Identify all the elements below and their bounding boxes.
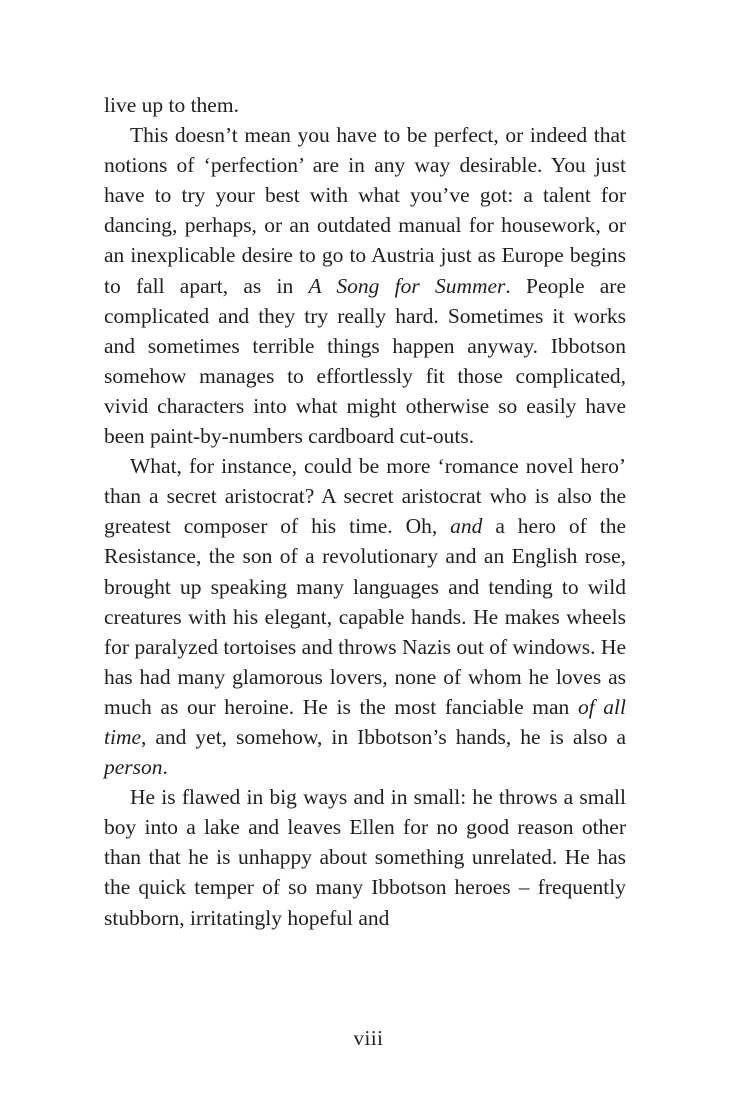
italic-emphasis: and: [450, 514, 483, 539]
text-segment: What, for instance, could be more ‘romance novel hero’ than a secret aristocrat? A secret aristocrat who is also the greatest composer of his time. Oh,: [104, 454, 626, 539]
text-segment: .: [162, 755, 168, 780]
body-text: [104, 90, 626, 933]
paragraph-flawed: [104, 782, 626, 932]
paragraph-perfection: [104, 120, 626, 451]
paragraph-continuation: [104, 90, 626, 120]
text-segment: , and yet, somehow, in Ibbotson’s hands, he is also a: [141, 724, 626, 749]
text-segment: This doesn’t mean you have to be perfect, or indeed that notions of ‘perfection’ are in any way desirable. You just have to try your best with what you’ve got: a talent for dancing, perhaps, or an outdated manual for housework, or an inexplicable desire to go to Austria just as Europe begins to fall apart, as in: [104, 123, 626, 298]
italic-emphasis: of all time: [104, 694, 627, 749]
paragraph-romance-hero: [104, 451, 626, 782]
book-title-italic: A Song for Summer: [308, 273, 506, 298]
text-segment: . People are complicated and they try really hard. Sometimes it works and sometimes terrible things happen anyway. Ibbotson somehow manages to effortlessly fit those complicated, vivid characters into what might otherwise so easily have been paint-by-numbers cardboard cut-outs.: [104, 273, 626, 449]
text-segment: He is flawed in big ways and in small: he throws a small boy into a lake and leaves Ellen for no good reason other than that he is unhappy about something unrelated. He has the quick temper of so many Ibbotson heroes – frequently stubborn, irritatingly hopeful and: [104, 785, 626, 930]
text-segment: live up to them.: [104, 93, 239, 117]
italic-emphasis: person: [104, 755, 163, 780]
text-segment: a hero of the Resistance, the son of a revolutionary and an English rose, brought up speaking many languages and tending to wild creatures with his elegant, capable hands. He makes wheels for paralyzed tortoises and throws Nazis out of windows. He has had many glamorous lovers, none of whom he loves as much as our heroine. He is the most fanciable man: [104, 514, 626, 719]
page-number: viii: [353, 1026, 384, 1050]
